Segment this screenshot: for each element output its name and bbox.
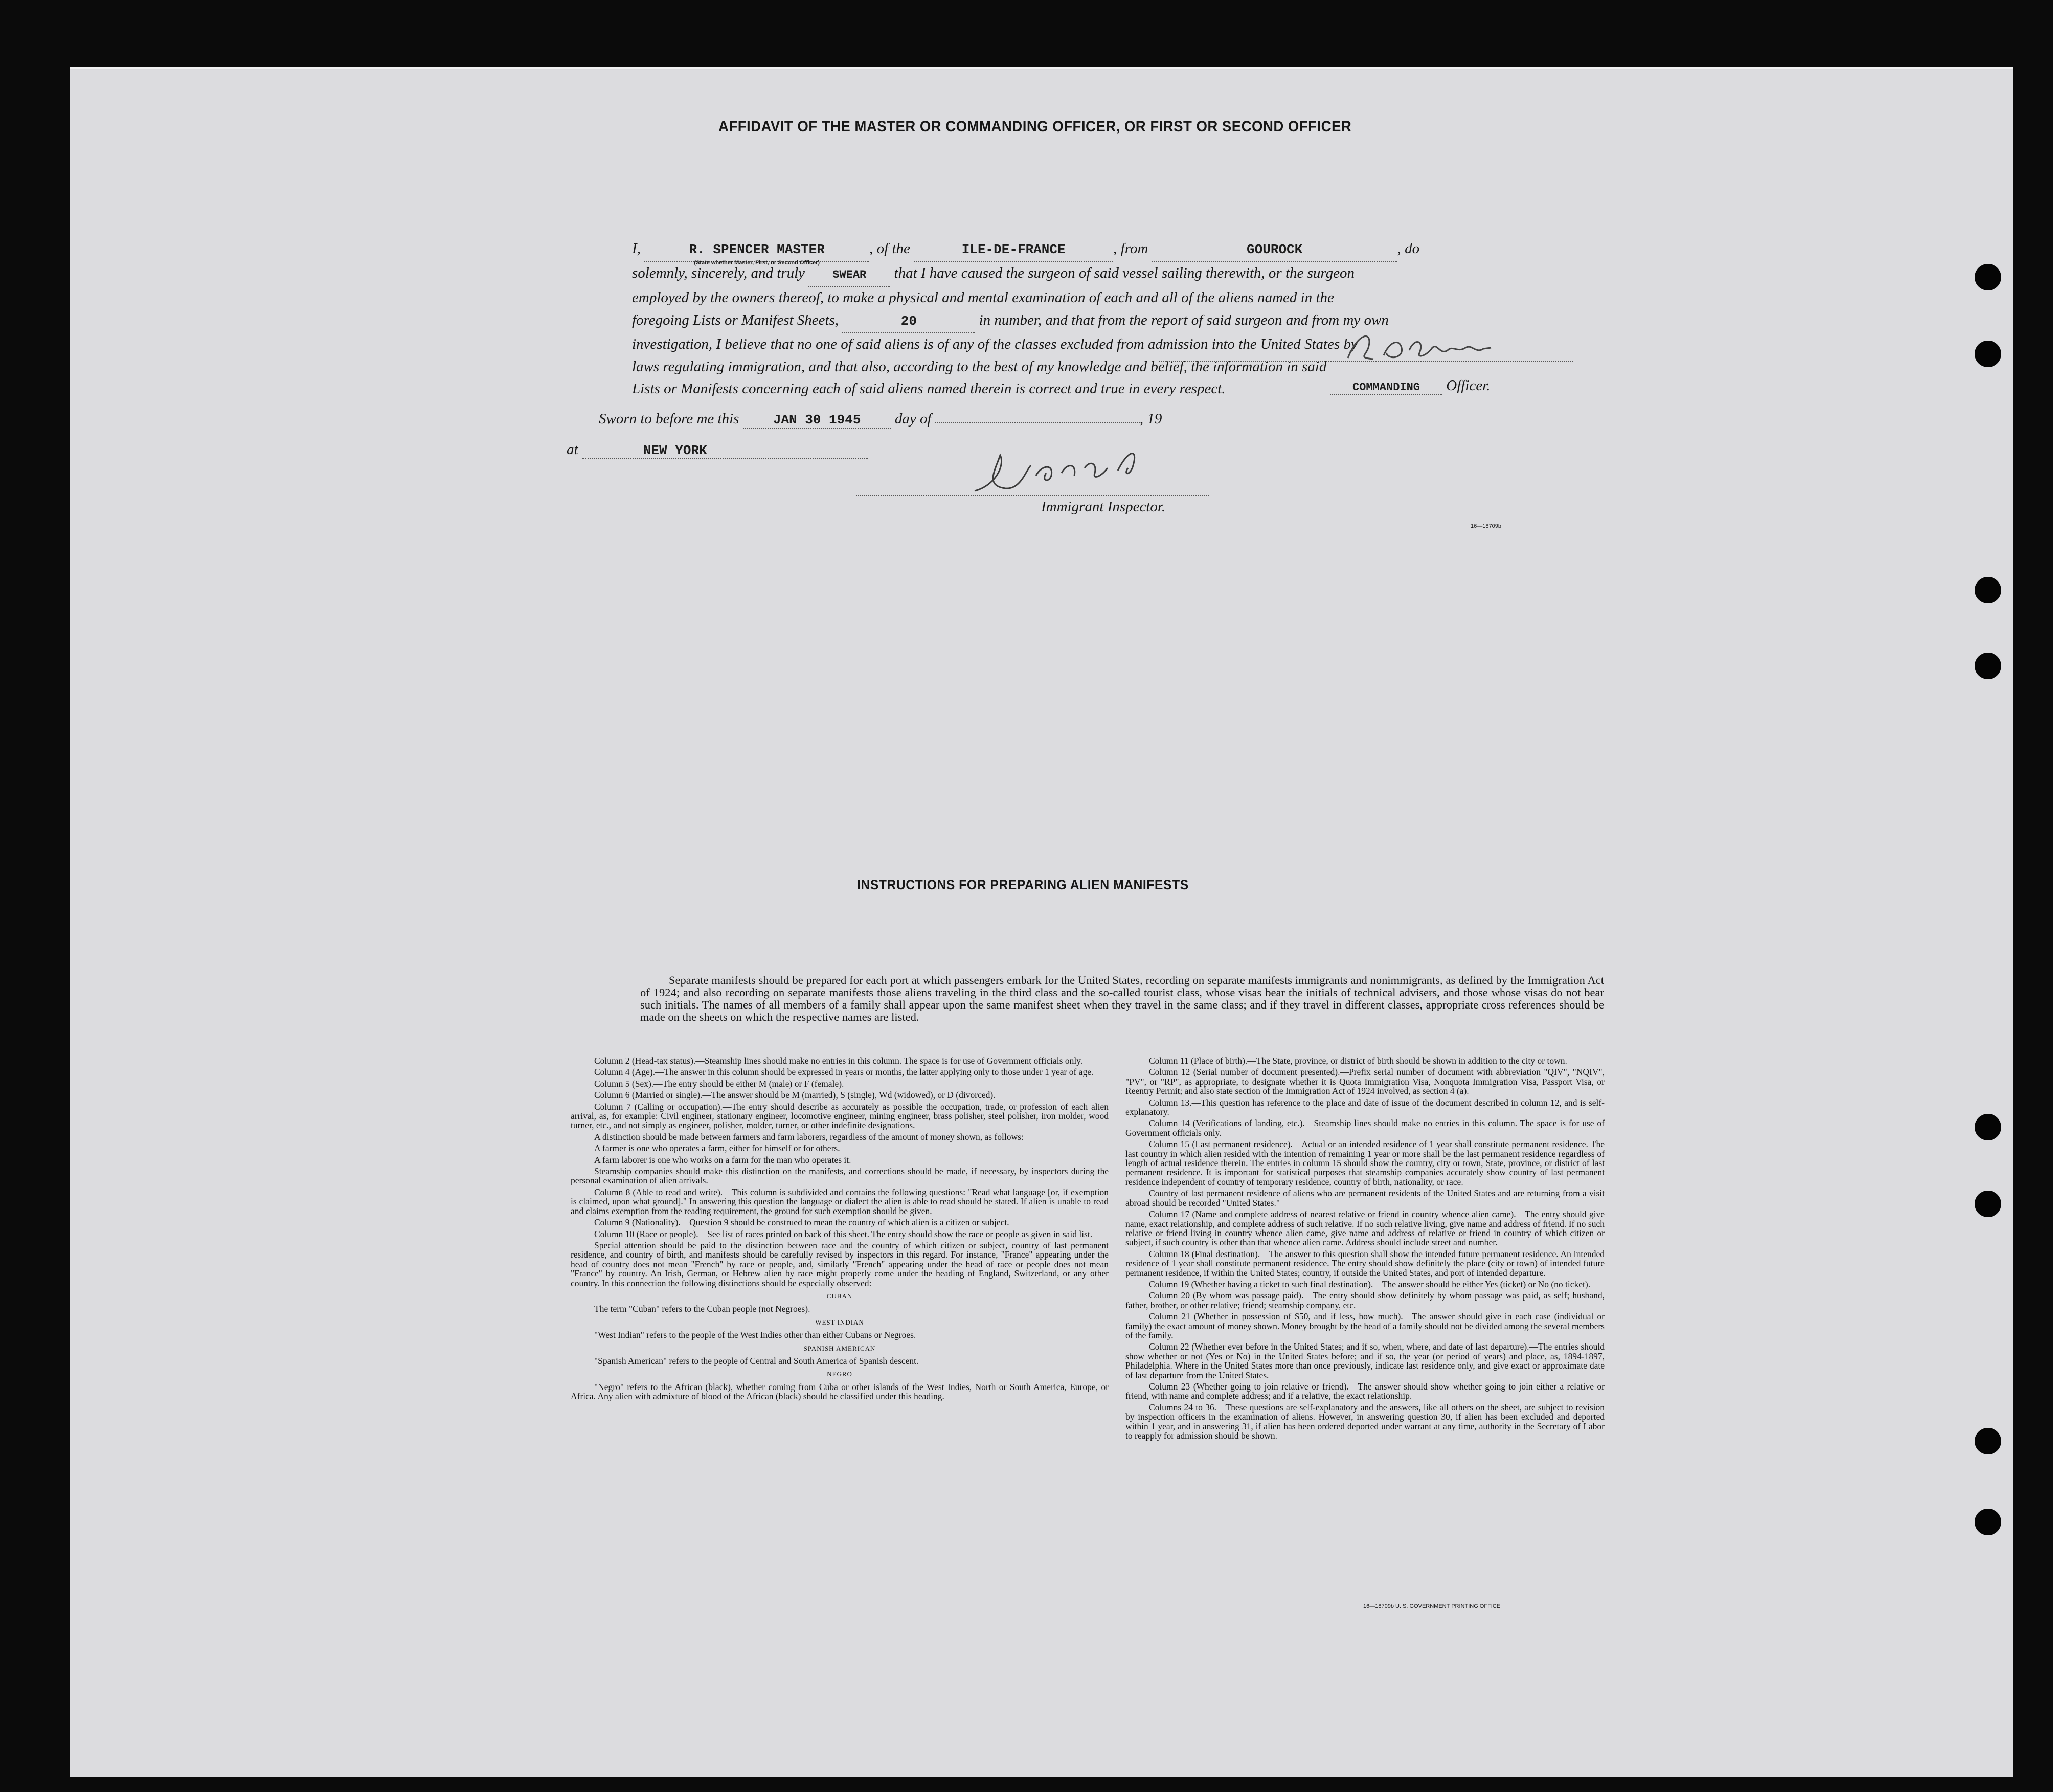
officer-rank: COMMANDING — [1330, 381, 1442, 395]
instruction-paragraph: Column 15 (Last permanent residence).—Actual or an intended residence of 1 year shall constitute permanent residence. The last country in which alien resided with the intention of remaining 1 year or more shall be the last permanent residence regardless of length of actual residence therein. The entries in column 15 should show the country, city or town, State, province, or district of last permanent residence. It is important for statistical purposes that steamship companies accurately show country of last permanent residence independent of country of temporary residence, country of birth, nationality, or race. — [1125, 1139, 1605, 1187]
inspector-signature — [964, 445, 1210, 501]
instructions-intro — [640, 974, 1604, 1023]
binder-hole — [1975, 1428, 2001, 1454]
instruction-paragraph: Column 2 (Head-tax status).—Steamship lines should make no entries in this column. The space is for use of Government officials only. — [594, 1056, 1083, 1066]
binder-hole — [1975, 577, 2001, 603]
binder-hole — [1975, 341, 2001, 367]
oath-field: SWEAR — [808, 264, 890, 287]
sworn-month-blank — [935, 422, 1140, 423]
affidavit-title: AFFIDAVIT OF THE MASTER OR COMMANDING OFFICER, OR FIRST OR SECOND OFFICER — [718, 118, 1352, 135]
sworn-line: Sworn to before me this JAN 30 1945 day of , 19 — [599, 411, 1162, 428]
manifest-sheet — [70, 67, 2013, 1777]
binder-hole — [1975, 264, 2001, 290]
instruction-paragraph: Country of last permanent residence of aliens who are permanent residents of the United States and are returning from a visit abroad should be recorded "United States." — [1125, 1188, 1605, 1208]
cuban-text: The term "Cuban" refers to the Cuban people (not Negroes). — [594, 1304, 810, 1314]
negro-text: "Negro" refers to the African (black), whether coming from Cuba or other islands of the West Indies, North or South America, Europe, or Africa. Any alien with admixture of blood of the African (black) should be classified under this heading. — [571, 1381, 1109, 1402]
affidavit-line-1: I, R. SPENCER MASTER (State whether Master, First, or Second Officer) , of the ILE-DE-FRANCE , from GOUROCK , do — [632, 238, 1598, 262]
binder-hole — [1975, 1191, 2001, 1217]
port-field: GOUROCK — [1152, 239, 1397, 262]
instruction-paragraph: Column 10 (Race or people).—See list of races printed on back of this sheet. The entry should show the race or people as given in said list. — [594, 1228, 1093, 1239]
instruction-paragraph: Column 14 (Verifications of landing, etc.).—Steamship lines should make no entries in this column. The space is for use of Government officials only. — [1125, 1118, 1605, 1138]
instructions-left-column — [571, 1056, 1109, 1403]
instruction-paragraph: A farmer is one who operates a farm, either for himself or for others. — [594, 1143, 840, 1154]
master-name-field: R. SPENCER MASTER (State whether Master, First, or Second Officer) — [644, 239, 869, 262]
affidavit-line-7: Lists or Manifests concerning each of said aliens named therein is correct and true in every respect. — [632, 380, 1226, 397]
affidavit-body — [632, 238, 1598, 400]
instruction-paragraph: Column 7 (Calling or occupation).—The entry should describe as accurately as possible the occupation, trade, or profession of each alien arrival, as, for example: Civil engineer, stationary engineer, locomotive engineer, mining engineer, brass polisher, steel polisher, iron molder, wood turner, etc., and not simply as engineer, polisher, molder, turner, or other indefinite designations. — [571, 1101, 1109, 1131]
west-indian-heading: WEST INDIAN — [815, 1318, 864, 1326]
instruction-paragraph: Column 4 (Age).—The answer in this column should be expressed in years or months, the latter applying only to those under 1 year of age. — [594, 1067, 1094, 1078]
master-signature — [1338, 327, 1583, 368]
place-field: NEW YORK — [582, 443, 868, 459]
affidavit-line-3: employed by the owners thereof, to make a physical and mental examination of each and all of the aliens named in the — [632, 289, 1334, 306]
sworn-date: JAN 30 1945 — [743, 412, 891, 429]
instruction-paragraph: A distinction should be made between farmers and farm laborers, regardless of the amount of money shown, as follows: — [594, 1131, 1024, 1142]
instruction-paragraph: Column 9 (Nationality).—Question 9 should be construed to mean the country of which alien is a citizen or subject. — [594, 1217, 1009, 1228]
instruction-paragraph: Columns 24 to 36.—These questions are self-explanatory and the answers, like all others on the sheet, are subject to revision by inspection officers in the examination of aliens. However, in answering question 30, if alien has been excluded and deported within 1 year, and in answering 31, if alien has been ordered deported under warrant at any time, authority in the Secretary of Labor to reapply for admission should be shown. — [1125, 1402, 1605, 1441]
binder-hole — [1975, 653, 2001, 679]
instruction-paragraph: Column 5 (Sex).—The entry should be either M (male) or F (female). — [594, 1078, 844, 1089]
instruction-paragraph: Column 13.—This question has reference to the place and date of issue of the document described in column 12, and is self-explanatory. — [1125, 1097, 1605, 1117]
spanish-american-text: "Spanish American" refers to the people of Central and South America of Spanish descent. — [594, 1355, 919, 1366]
officer-title — [1330, 377, 1490, 395]
intro-paragraph: Separate manifests should be prepared for each port at which passengers embark for the United States, recording on separate manifests immigrants and nonimmigrants, as defined by the Immigration Act of 1924; and also recording on separate manifests those aliens traveling in the third class and the so-called tourist class, whose visas bear the initials of technical advisers, and those whose visas do not bear such initials. The names of all members of a family shall appear upon the same manifest sheet when they travel in the same class; and if they travel in different classes, appropriate cross references should be made on the sheets on which the respective names are listed. — [640, 974, 1604, 1023]
instruction-paragraph: A farm laborer is one who works on a farm for the man who operates it. — [594, 1154, 851, 1165]
affidavit-line-2: solemnly, sincerely, and truly SWEAR that I have caused the surgeon of said vessel sailing therewith, or the surgeon — [632, 262, 1598, 287]
affidavit-line-4: foregoing Lists or Manifest Sheets, 20 in number, and that from the report of said surgeon and from my own — [632, 309, 1598, 334]
cuban-heading: CUBAN — [826, 1292, 853, 1300]
affidavit-line-5: investigation, I believe that no one of said aliens is of any of the classes excluded from admission into the United States by — [632, 336, 1358, 352]
instruction-paragraph: Column 21 (Whether in possession of $50, and if less, how much).—The answer should give in each case (individual or family) the exact amount of money shown. Money brought by the head of a family should not be divided among the several members of the family. — [1125, 1311, 1605, 1340]
negro-heading: NEGRO — [827, 1370, 852, 1378]
binder-hole — [1975, 1114, 2001, 1140]
instructions-right-column — [1125, 1056, 1605, 1442]
west-indian-text: "West Indian" refers to the people of the West Indies other than either Cubans or Negroes. — [594, 1330, 916, 1340]
instruction-paragraph: Column 20 (By whom was passage paid).—The entry should show definitely by whom passage was paid, as self; husband, father, brother, or other relative; friend; steamship company, etc. — [1125, 1290, 1605, 1310]
binder-hole — [1975, 1509, 2001, 1535]
instruction-paragraph: Column 22 (Whether ever before in the United States; and if so, when, where, and date of last departure).—The entries should show whether or not (Yes or No) in the United States before; and if so, the year (or period of years) and place, as, 1894-1897, Philadelphia. Where in the United States more than once previously, indicate last residence only, and give exact or approximate date of last departure from the United States. — [1125, 1341, 1605, 1380]
officer-suffix: Officer. — [1446, 377, 1491, 394]
instruction-paragraph: Column 19 (Whether having a ticket to such final destination).—The answer should be either Yes (ticket) or No (no ticket). — [1149, 1279, 1591, 1289]
vessel-field: ILE-DE-FRANCE — [914, 239, 1113, 262]
instruction-paragraph: Special attention should be paid to the distinction between race and the country of which citizen or subject, country of last permanent residence, and country of birth, and manifests should be carefully revised by inspectors in this regard. For instance, "France" appearing under the head of country does not mean "French" by race or people, and, similarly "French" appearing under the head of race or people does not mean "France" by country. An Irish, German, or Hebrew alien by race might properly come under the heading of England, Switzerland, or any other country. In this connection the following distinctions should be especially observed: — [571, 1240, 1109, 1288]
instruction-paragraph: Column 17 (Name and complete address of nearest relative or friend in country whence alien came).—The entry should give name, exact relationship, and complete address of such relative. If no such relative living, give name and address of friend. If no such relative or friend living in country whence alien came, give name and address of relative or friend in country of which citizen or subject, if such country is other than that whence alien came. Address should include street and number. — [1125, 1209, 1605, 1248]
instruction-paragraph: Steamship companies should make this distinction on the manifests, and corrections should be made, if necessary, by inspectors during the personal examination of alien arrivals. — [571, 1166, 1109, 1186]
instruction-paragraph: Column 6 (Married or single).—The answer should be M (married), S (single), Wd (widowed), or D (divorced). — [594, 1090, 996, 1101]
master-note: (State whether Master, First, or Second Officer) — [694, 260, 820, 266]
spanish-american-heading: SPANISH AMERICAN — [803, 1344, 876, 1352]
instructions-title: INSTRUCTIONS FOR PREPARING ALIEN MANIFESTS — [857, 877, 1189, 892]
left-paragraphs — [571, 1056, 1109, 1288]
instruction-paragraph: Column 18 (Final destination).—The answer to this question shall show the intended future permanent residence. An intended residence of 1 year shall constitute permanent residence. The entry should show definitely the place (city or town) of intended future permanent residence, if within the United States; country, if outside the United States, and port of intended departure. — [1125, 1248, 1605, 1278]
sheets-field: 20 — [842, 310, 975, 334]
inspector-label: Immigrant Inspector. — [1041, 499, 1166, 515]
place-line: at NEW YORK — [567, 441, 868, 459]
instruction-paragraph: Column 11 (Place of birth).—The State, province, or district of birth should be shown in addition to the city or town. — [1149, 1056, 1567, 1066]
affidavit-line-6: laws regulating immigration, and that also, according to the best of my knowledge and belief, the information in said — [632, 358, 1327, 375]
instruction-paragraph: Column 8 (Able to read and write).—This column is subdivided and contains the following questions: "Read what language [or, if exemption is claimed, upon what ground]." In answering this question the language or dialect the alien is able to read should be stated. If alien is unable to read and claims exemption from the reading requirement, the ground for such exemption should be given. — [571, 1186, 1109, 1216]
instructions-footer: 16—18709b U. S. GOVERNMENT PRINTING OFFICE — [1363, 1603, 1501, 1609]
inspector-signature-line — [856, 495, 1209, 496]
instruction-paragraph: Column 23 (Whether going to join relative or friend).—The answer should show whether going to join either a relative or friend, with name and complete address; and if a relative, the exact relationship. — [1125, 1381, 1605, 1401]
instruction-paragraph: Column 12 (Serial number of document presented).—Prefix serial number of document with abbreviation "QIV", "NQIV", "PV", or "RP", as appropriate, to designate whether it is Quota Immigration Visa, Nonquota Immigration Visa, Passport Visa, or Reentry Permit; and also state section of the Immigration Act of 1924 involved, as section 4 (a). — [1125, 1067, 1605, 1096]
affidavit-form-number: 16—18709b — [1471, 523, 1501, 529]
right-paragraphs — [1125, 1056, 1605, 1440]
